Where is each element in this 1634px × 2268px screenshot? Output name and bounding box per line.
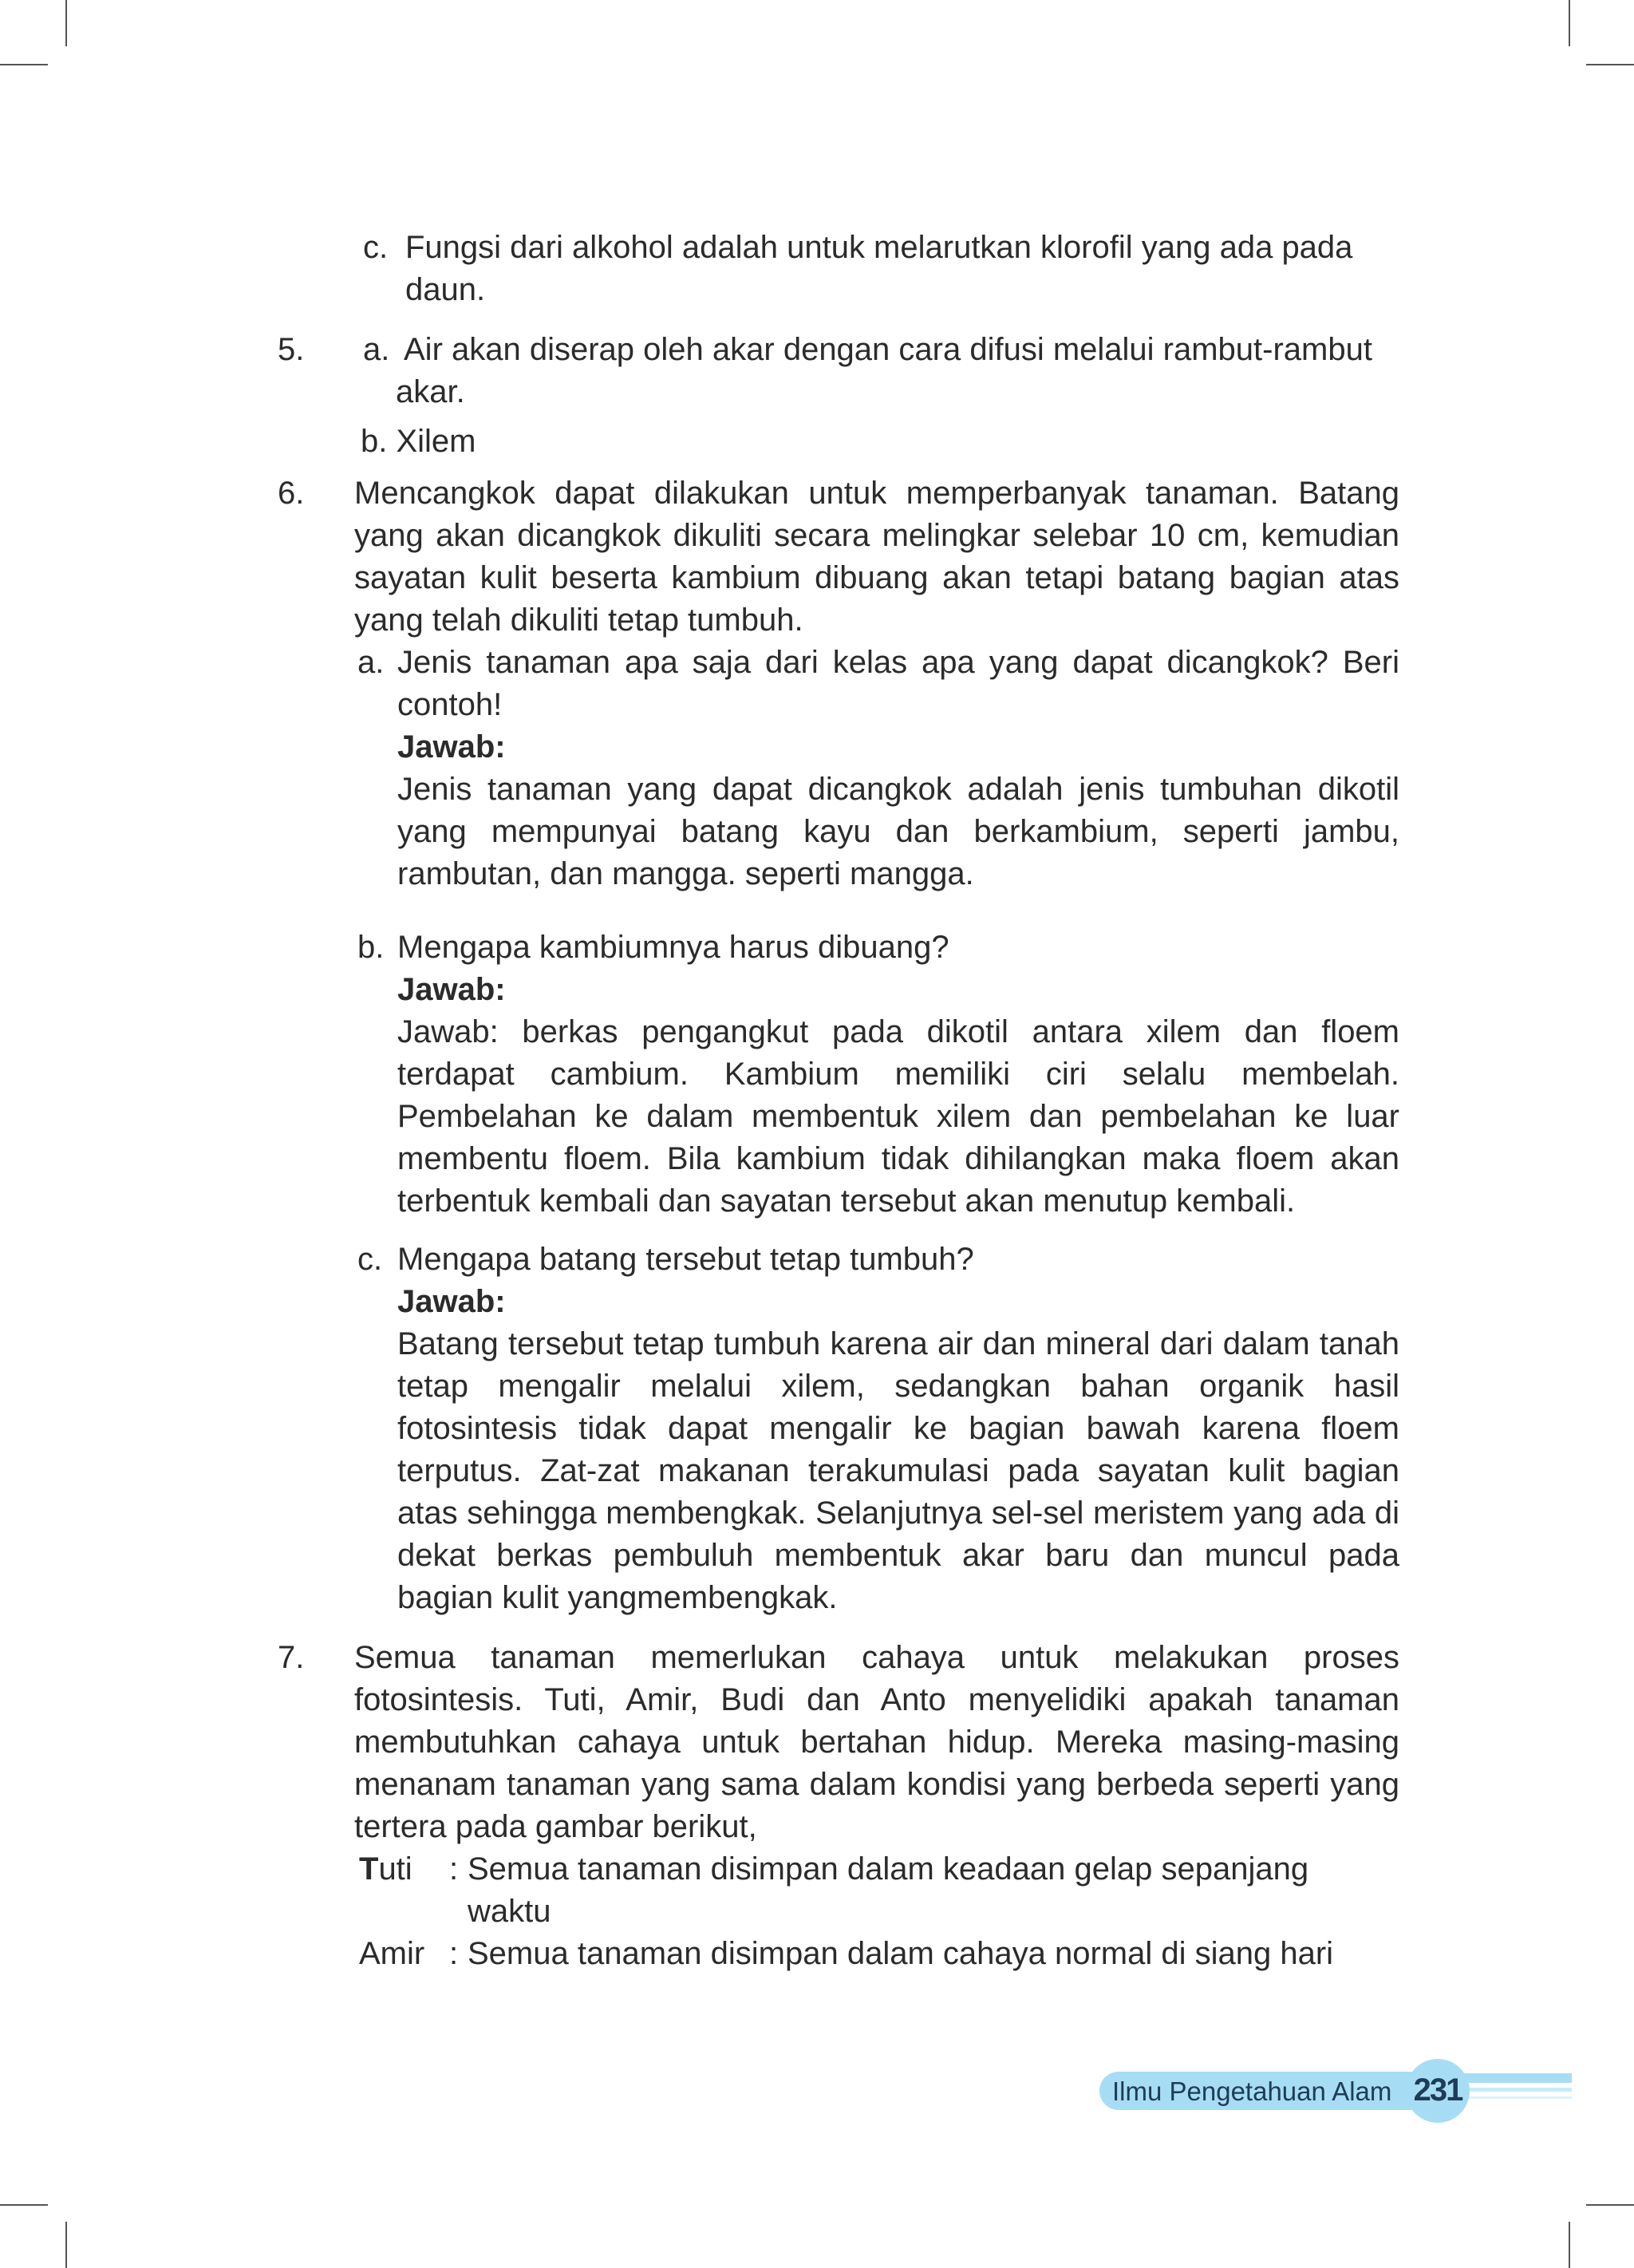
q6-c-question: Mengapa batang tersebut tetap tumbuh? [397, 1242, 974, 1277]
q6-c-answer: Batang tersebut tetap tumbuh karena air dan mineral dari dalam tanah tetap mengalir melalui xilem, sedangkan bahan organik hasil fotosintesis tidak dapat mengalir ke bagian bawah karena floem terputus. Zat-zat makanan terakumulasi pada sayatan kulit bagian atas sehingga membengkak. Selanjutnya sel-sel meristem yang ada di dekat berkas pembuluh membentuk akar baru dan muncul pada bagian kulit yangmembengkak. [397, 1326, 1399, 1615]
q6-b-question: Mengapa kambiumnya harus dibuang? [397, 930, 949, 965]
q5-b-item: b. Xilem [361, 424, 476, 459]
q6-c-label: c. [357, 1242, 383, 1277]
q6-b-answer: Jawab: berkas pengangkut pada dikotil antara xilem dan floem terdapat cambium. Kambium memiliki ciri selalu membelah. Pembelahan ke dalam membentuk xilem dan pembelahan ke luar membentu floem. Bila kambium tidak dihilangkan maka floem akan terbentuk kembali dan sayatan tersebut akan menutup kembali. [397, 1014, 1399, 1219]
q5-a-label: a. [363, 332, 390, 367]
q7-intro: Semua tanaman memerlukan cahaya untuk melakukan proses fotosintesis. Tuti, Amir, Budi dan Anto menyelidiki apakah tanaman membutuhkan cahaya untuk bertahan hidup. Mereka masing-masing menanam tanaman yang sama dalam kondisi yang berbeda seperti yang tertera pada gambar berikut, [354, 1640, 1399, 1844]
q7-tuti-line2: waktu [468, 1894, 551, 1929]
q4-c-line2: daun. [405, 272, 486, 307]
q7-tuti-line1: Semua tanaman disimpan dalam keadaan gelap sepanjang [468, 1851, 1309, 1887]
q7-amir-colon: : [449, 1936, 459, 1971]
crop-mark [65, 2222, 67, 2268]
page-number: 231 [1413, 2072, 1462, 2108]
q5-number: 5. [278, 332, 305, 367]
crop-mark [1569, 2222, 1570, 2268]
q7-tuti-colon: : [449, 1851, 459, 1887]
q7-tuti-name-rest: uti [378, 1851, 412, 1887]
q6-a-answer-label: Jawab: [397, 729, 506, 765]
crop-mark [0, 2204, 48, 2206]
q6-number: 6. [278, 476, 305, 511]
q4-c-label: c. [363, 230, 389, 265]
crop-mark [0, 64, 48, 65]
q6-intro: Mencangkok dapat dilakukan untuk memperbanyak tanaman. Batang yang akan dicangkok dikuliti secara melingkar selebar 10 cm, kemudian sayatan kulit beserta kambium dibuang akan tetapi batang bagian atas yang telah dikuliti tetap tumbuh. [354, 476, 1399, 638]
q6-a-question: Jenis tanaman apa saja dari kelas apa yang dapat dicangkok? Beri contoh! [397, 645, 1399, 722]
q7-tuti-name [359, 1848, 412, 1891]
q7-number: 7. [278, 1640, 305, 1675]
q7-amir-text: Semua tanaman disimpan dalam cahaya normal di siang hari [468, 1936, 1334, 1971]
q6-c-answer-label: Jawab: [397, 1284, 506, 1319]
footer-book-title: Ilmu Pengetahuan Alam [1112, 2076, 1392, 2106]
crop-mark [1586, 2204, 1634, 2206]
q4-c-line1: Fungsi dari alkohol adalah untuk melarutkan klorofil yang ada pada [405, 230, 1353, 265]
q7-amir-name: Amir [359, 1936, 425, 1971]
q5-a-line2: akar. [396, 374, 465, 409]
q5-a-line1: Air akan diserap oleh akar dengan cara difusi melalui rambut-rambut [404, 332, 1372, 367]
q6-b-label: b. [357, 930, 385, 965]
crop-mark [1586, 64, 1634, 65]
q6-a-answer: Jenis tanaman yang dapat dicangkok adalah jenis tumbuhan dikotil yang mempunyai batang kayu dan berkambium, seperti jambu, rambutan, dan mangga. seperti mangga. [397, 772, 1399, 891]
crop-mark [65, 0, 67, 46]
q7-tuti-initial: T [359, 1851, 379, 1887]
crop-mark [1569, 0, 1570, 46]
q6-b-answer-label: Jawab: [397, 972, 506, 1007]
q6-a-label: a. [357, 645, 385, 680]
